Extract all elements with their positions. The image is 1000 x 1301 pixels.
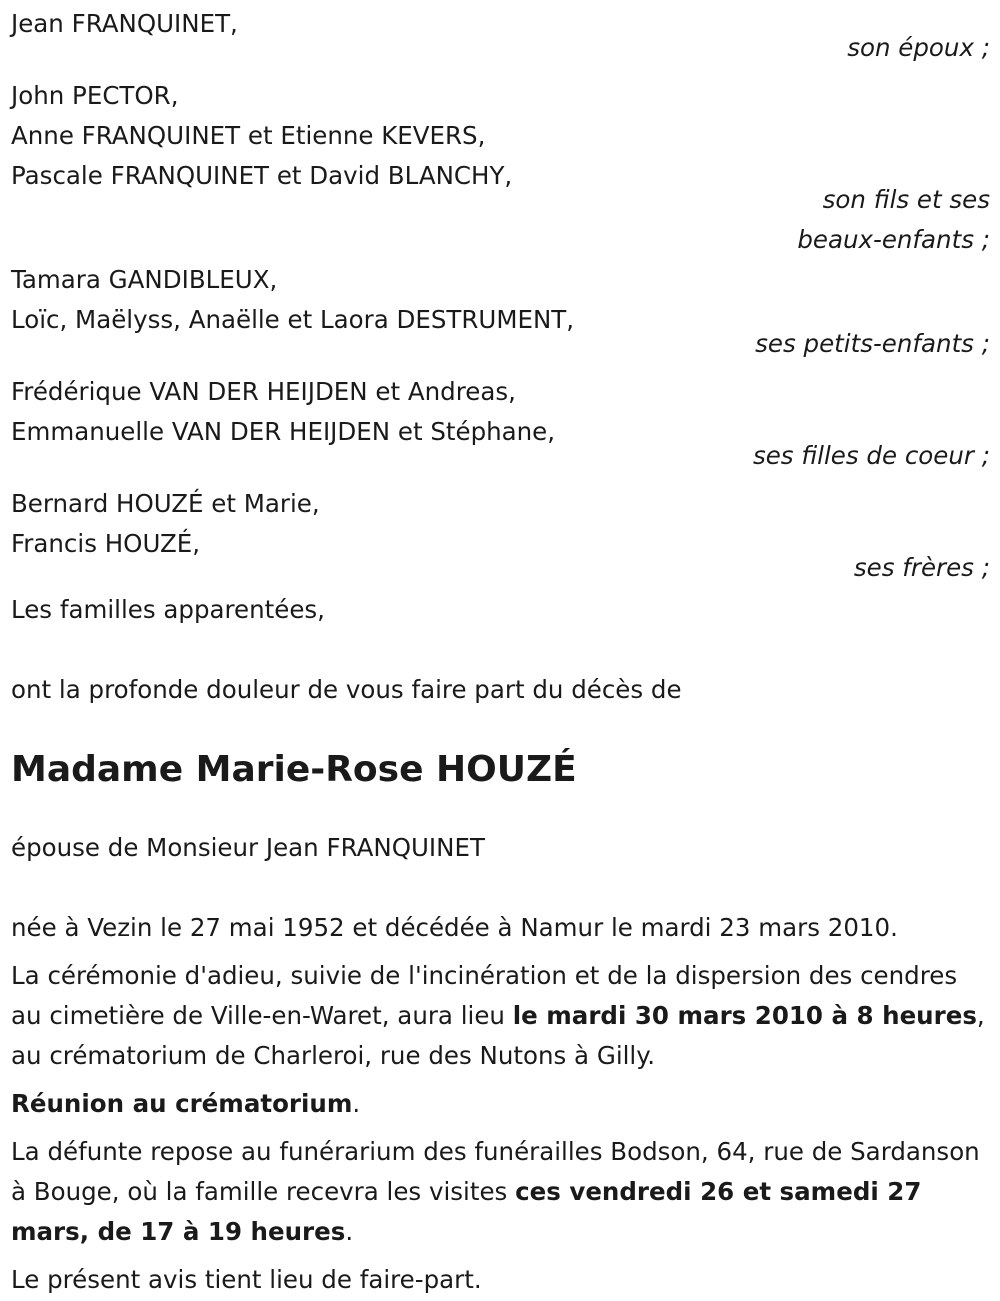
reunion-label: Réunion au crématorium bbox=[11, 1089, 353, 1118]
family-name: John PECTOR, bbox=[11, 81, 179, 110]
visits-text: La défunte repose au funérarium des funérailles Bodson, 64, rue de Sardanson à Bouge, où la famille recevra les visites bbox=[11, 1137, 980, 1206]
ceremony-date: le mardi 30 mars 2010 à 8 heures bbox=[512, 1001, 977, 1030]
family-group-hearts bbox=[11, 372, 990, 476]
family-name: Anne FRANQUINET et Etienne KEVERS, bbox=[11, 121, 486, 150]
family-name: Francis HOUZÉ, bbox=[11, 529, 201, 558]
family-group-grandchildren bbox=[11, 260, 990, 364]
ceremony-text: La cérémonie d'adieu, suivie de l'incinération et de la dispersion des cendres au cimetière de Ville-en-Waret, aura lieu bbox=[11, 961, 958, 1030]
announcement: ont la profonde douleur de vous faire part du décès de bbox=[11, 675, 682, 704]
family-relation: son fils et ses bbox=[822, 185, 990, 214]
family-name: Jean FRANQUINET, bbox=[11, 9, 238, 38]
visits-dates: ces vendredi 26 et samedi 27 mars, de 17 à 19 heures bbox=[11, 1177, 922, 1246]
deceased-name: Madame Marie-Rose HOUZÉ bbox=[11, 749, 577, 790]
ceremony-paragraph bbox=[11, 956, 990, 1076]
visits-period: . bbox=[345, 1217, 354, 1246]
closing-line: Le présent avis tient lieu de faire-part. bbox=[11, 1265, 482, 1294]
spouse-line: épouse de Monsieur Jean FRANQUINET bbox=[11, 833, 485, 862]
visits-paragraph bbox=[11, 1132, 990, 1252]
family-relation: beaux-enfants ; bbox=[797, 225, 990, 254]
family-name: Loïc, Maëlyss, Anaëlle et Laora DESTRUMENT, bbox=[11, 305, 575, 334]
family-name: Frédérique VAN DER HEIJDEN et Andreas, bbox=[11, 377, 516, 406]
reunion-paragraph bbox=[11, 1084, 990, 1124]
families-line: Les familles apparentées, bbox=[11, 595, 325, 624]
family-group-children bbox=[11, 76, 990, 260]
family-relation: ses petits-enfants ; bbox=[755, 329, 990, 358]
family-relation: son époux ; bbox=[847, 33, 990, 62]
family-name: Tamara GANDIBLEUX, bbox=[11, 265, 278, 294]
birth-death: née à Vezin le 27 mai 1952 et décédée à Namur le mardi 23 mars 2010. bbox=[11, 913, 898, 942]
family-relation: ses filles de coeur ; bbox=[752, 441, 990, 470]
reunion-period: . bbox=[352, 1089, 361, 1118]
family-group-spouse bbox=[11, 4, 990, 68]
ceremony-place: , au crématorium de Charleroi, rue des Nutons à Gilly. bbox=[11, 1001, 985, 1070]
family-name: Bernard HOUZÉ et Marie, bbox=[11, 489, 320, 518]
family-name: Pascale FRANQUINET et David BLANCHY, bbox=[11, 161, 513, 190]
family-name: Emmanuelle VAN DER HEIJDEN et Stéphane, bbox=[11, 417, 556, 446]
family-relation: ses frères ; bbox=[853, 553, 990, 582]
family-group-brothers bbox=[11, 484, 990, 588]
